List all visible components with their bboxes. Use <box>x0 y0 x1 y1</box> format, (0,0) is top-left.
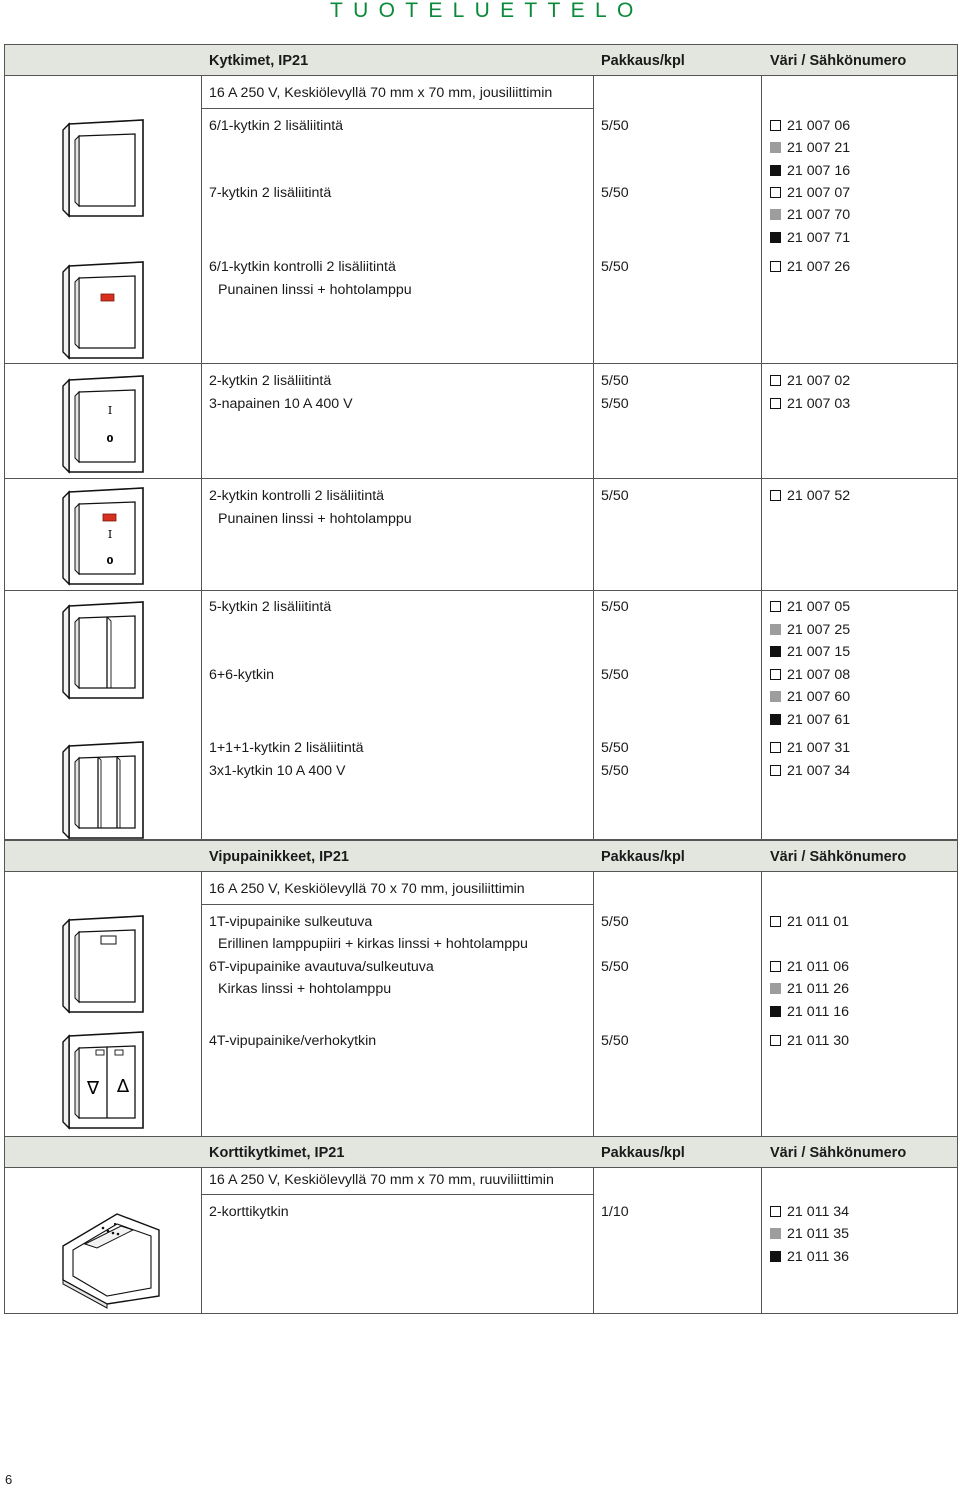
product-name: 7-kytkin 2 lisäliitintä <box>209 185 332 201</box>
product-code: 21 007 34 <box>787 763 851 779</box>
pack-size: 5/50 <box>601 259 629 275</box>
push-button-illustration <box>57 912 157 1018</box>
triple-rocker-switch-illustration <box>57 738 157 844</box>
product-code: 21 011 36 <box>787 1249 850 1265</box>
color-swatch-black <box>770 232 781 243</box>
off-symbol: 0 <box>106 556 114 567</box>
product-code: 21 007 60 <box>787 689 851 705</box>
code-entry <box>770 981 849 998</box>
subheader: 16 A 250 V, Keskiölevyllä 70 mm x 70 mm, ruuviliittimin <box>209 1172 554 1188</box>
code-entry <box>770 644 850 661</box>
product-code: 21 007 16 <box>787 163 851 179</box>
code-entry <box>770 667 850 684</box>
product-code: 21 011 01 <box>787 914 850 930</box>
product-code: 21 007 31 <box>787 740 851 756</box>
section-title: Korttikytkimet, IP21 <box>209 1145 345 1161</box>
product-name: 2-kytkin 2 lisäliitintä <box>209 373 332 389</box>
pack-size: 5/50 <box>601 763 629 779</box>
section-body <box>4 872 958 1138</box>
section-header <box>4 1136 958 1168</box>
product-name: 6+6-kytkin <box>209 667 275 683</box>
product-name: 1T-vipupainike sulkeutuva <box>209 914 373 930</box>
off-symbol: 0 <box>106 434 114 445</box>
product-name: 3-napainen 10 A 400 V <box>209 396 353 412</box>
code-entry <box>770 1004 849 1021</box>
column-header-pack: Pakkaus/kpl <box>601 1145 685 1161</box>
section-body <box>4 1168 958 1314</box>
product-note: Punainen linssi + hohtolamppu <box>218 282 412 298</box>
code-entry <box>770 163 850 180</box>
color-swatch-white <box>770 742 781 753</box>
column-header-pack: Pakkaus/kpl <box>601 53 685 69</box>
product-name: 1+1+1-kytkin 2 lisäliitintä <box>209 740 364 756</box>
pack-size: 5/50 <box>601 373 629 389</box>
color-swatch-grey <box>770 983 781 994</box>
code-entry <box>770 914 849 931</box>
product-name: 3x1-kytkin 10 A 400 V <box>209 763 346 779</box>
pack-size: 1/10 <box>601 1204 629 1220</box>
pack-size: 5/50 <box>601 740 629 756</box>
product-name: 2-kytkin kontrolli 2 lisäliitintä <box>209 488 385 504</box>
product-code: 21 011 35 <box>787 1226 850 1242</box>
color-swatch-black <box>770 1006 781 1017</box>
code-entry <box>770 118 850 135</box>
color-swatch-white <box>770 1035 781 1046</box>
product-code: 21 007 06 <box>787 118 851 134</box>
section-title: Kytkimet, IP21 <box>209 53 309 69</box>
product-name: 5-kytkin 2 lisäliitintä <box>209 599 332 615</box>
color-swatch-white <box>770 490 781 501</box>
product-code: 21 007 26 <box>787 259 851 275</box>
pack-size: 5/50 <box>601 959 629 975</box>
color-swatch-white <box>770 601 781 612</box>
code-entry <box>770 488 850 505</box>
color-swatch-white <box>770 961 781 972</box>
page-number: 6 <box>5 1472 13 1487</box>
pack-size: 5/50 <box>601 667 629 683</box>
color-swatch-white <box>770 261 781 272</box>
color-swatch-grey <box>770 209 781 220</box>
rocker-switch-illustration <box>57 116 157 226</box>
product-code: 21 007 02 <box>787 373 851 389</box>
code-entry <box>770 1033 849 1050</box>
product-name: 6T-vipupainike avautuva/sulkeutuva <box>209 959 434 975</box>
pack-size: 5/50 <box>601 599 629 615</box>
product-code: 21 011 34 <box>787 1204 850 1220</box>
up-arrow-icon: ∆ <box>116 1076 130 1097</box>
on-symbol: I <box>107 404 113 417</box>
color-swatch-grey <box>770 142 781 153</box>
product-code: 21 007 07 <box>787 185 851 201</box>
pack-size: 5/50 <box>601 118 629 134</box>
product-name: 6/1-kytkin kontrolli 2 lisäliitintä <box>209 259 396 275</box>
control-switch-illustration <box>57 258 157 368</box>
product-name: 4T-vipupainike/verhokytkin <box>209 1033 377 1049</box>
color-swatch-white <box>770 187 781 198</box>
pack-size: 5/50 <box>601 914 629 930</box>
section-body <box>4 76 958 840</box>
product-code: 21 007 08 <box>787 667 851 683</box>
color-swatch-white <box>770 916 781 927</box>
code-entry <box>770 259 850 276</box>
code-entry <box>770 373 850 390</box>
column-header-color: Väri / Sähkönumero <box>770 849 907 865</box>
product-name: 2-korttikytkin <box>209 1204 289 1220</box>
code-entry <box>770 396 850 413</box>
code-entry <box>770 959 849 976</box>
code-entry <box>770 622 850 639</box>
product-code: 21 007 03 <box>787 396 851 412</box>
product-note: Punainen linssi + hohtolamppu <box>218 511 412 527</box>
blind-switch-illustration <box>57 1028 157 1138</box>
color-swatch-white <box>770 669 781 680</box>
code-entry <box>770 140 850 157</box>
code-entry <box>770 689 850 706</box>
pack-size: 5/50 <box>601 1033 629 1049</box>
red-lamp-icon <box>103 514 116 521</box>
color-swatch-white <box>770 765 781 776</box>
color-swatch-white <box>770 398 781 409</box>
product-code: 21 007 52 <box>787 488 851 504</box>
product-code: 21 011 30 <box>787 1033 850 1049</box>
code-entry <box>770 599 850 616</box>
product-note: Kirkas linssi + hohtolamppu <box>218 981 392 997</box>
column-header-color: Väri / Sähkönumero <box>770 1145 907 1161</box>
product-code: 21 007 05 <box>787 599 851 615</box>
red-lamp-icon <box>101 294 114 301</box>
section-title: Vipupainikkeet, IP21 <box>209 849 349 865</box>
product-code: 21 011 06 <box>787 959 850 975</box>
pack-size: 5/50 <box>601 396 629 412</box>
product-code: 21 007 70 <box>787 207 851 223</box>
subheader: 16 A 250 V, Keskiölevyllä 70 x 70 mm, jousiliittimin <box>209 881 525 897</box>
pack-size: 5/50 <box>601 488 629 504</box>
double-rocker-switch-illustration <box>57 598 157 708</box>
pack-size: 5/50 <box>601 185 629 201</box>
color-swatch-black <box>770 165 781 176</box>
clear-lens-icon <box>101 936 116 944</box>
section-header <box>4 44 958 76</box>
product-code: 21 007 15 <box>787 644 851 660</box>
product-code: 21 011 26 <box>787 981 850 997</box>
code-entry <box>770 740 850 757</box>
product-code: 21 011 16 <box>787 1004 850 1020</box>
color-swatch-black <box>770 714 781 725</box>
color-swatch-white <box>770 1206 781 1217</box>
code-entry <box>770 207 850 224</box>
color-swatch-grey <box>770 691 781 702</box>
card-switch-illustration <box>55 1200 165 1310</box>
page-title: TUOTELUETTELO <box>330 0 644 22</box>
code-entry <box>770 230 850 247</box>
color-swatch-white <box>770 120 781 131</box>
two-pole-control-switch-illustration <box>57 484 157 590</box>
product-name: 6/1-kytkin 2 lisäliitintä <box>209 118 344 134</box>
color-swatch-grey <box>770 624 781 635</box>
product-code: 21 007 71 <box>787 230 851 246</box>
down-arrow-icon: ∇ <box>86 1078 100 1099</box>
code-entry <box>770 1226 849 1243</box>
product-code: 21 007 61 <box>787 712 851 728</box>
section-header <box>4 840 958 872</box>
product-code: 21 007 25 <box>787 622 851 638</box>
color-swatch-black <box>770 1251 781 1262</box>
code-entry <box>770 712 850 729</box>
column-header-color: Väri / Sähkönumero <box>770 53 907 69</box>
code-entry <box>770 763 850 780</box>
product-note: Erillinen lamppupiiri + kirkas linssi + hohtolamppu <box>218 936 528 952</box>
two-pole-switch-illustration <box>57 372 157 478</box>
code-entry <box>770 1204 849 1221</box>
subheader: 16 A 250 V, Keskiölevyllä 70 mm x 70 mm, jousiliittimin <box>209 85 553 101</box>
color-swatch-black <box>770 646 781 657</box>
color-swatch-white <box>770 375 781 386</box>
product-code: 21 007 21 <box>787 140 851 156</box>
color-swatch-grey <box>770 1228 781 1239</box>
code-entry <box>770 1249 849 1266</box>
on-symbol: I <box>107 528 113 541</box>
column-header-pack: Pakkaus/kpl <box>601 849 685 865</box>
code-entry <box>770 185 850 202</box>
